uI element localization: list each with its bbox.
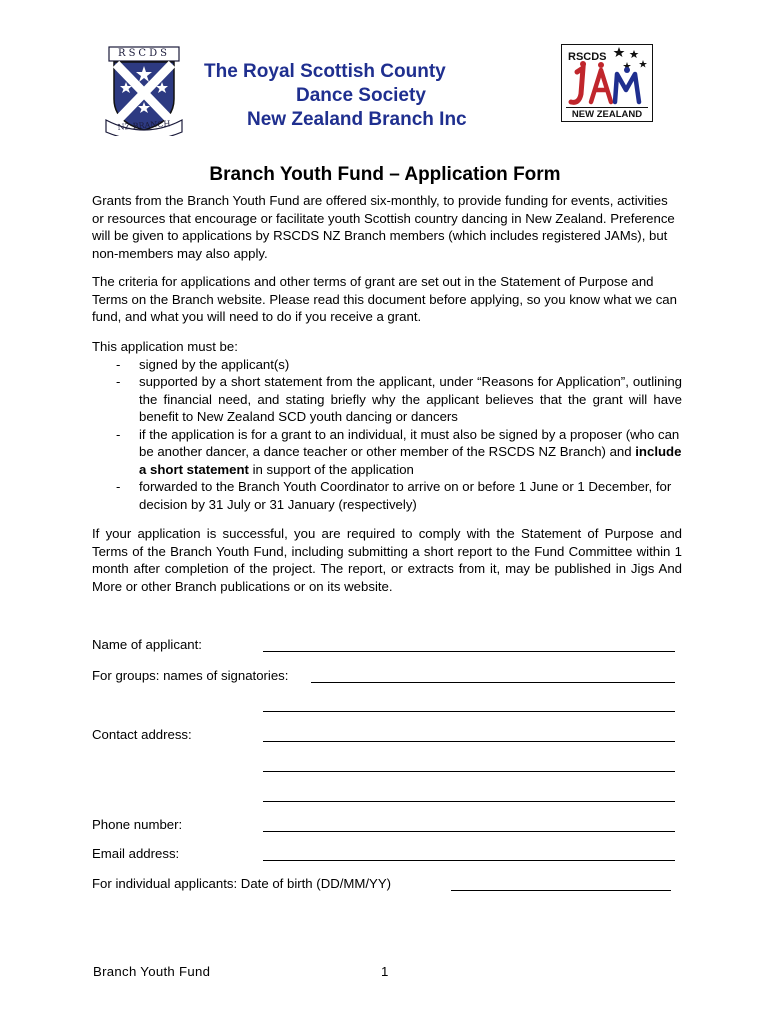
list-item-text: supported by a short statement from the applicant, under “Reasons for Application”, outlining the financial need, and stating briefly why the applicant believes that the grant will have benefit to New Zealand SCD youth dancing or dancers (139, 374, 682, 424)
requirements-intro: This application must be: (92, 339, 238, 354)
rscds-jam-new-zealand-logo (561, 44, 653, 122)
list-bullet: - (116, 374, 121, 389)
rscds-nz-branch-shield-logo (104, 44, 184, 136)
intro-paragraph: Grants from the Branch Youth Fund are offered six-monthly, to provide funding for events, activities or resources that encourage or facilitate youth Scottish country dancing in New Zealand. Preference will be given to applications by RSCDS NZ Branch members (which includes registered JAMs), but non-members may also apply. (92, 193, 675, 261)
email-address-line[interactable] (263, 860, 675, 861)
right-logo-top-text: RSCDS (568, 51, 607, 63)
date-of-birth-label: For individual applicants: Date of birth (DD/MM/YY) (92, 876, 392, 891)
successful-application-paragraph: If your application is successful, you are required to comply with the Statement of Purpose and Terms of the Branch Youth Fund, including submitting a short report to the Fund Committee within 1 month after completion of the project. The report, or extracts from it, may be published in Jigs And More or other Branch publications or on its website. (92, 526, 682, 594)
org-name-line-3: New Zealand Branch Inc (247, 109, 467, 130)
requirements-section (92, 338, 682, 513)
org-name-line-2: Dance Society (296, 85, 426, 106)
phone-number-label: Phone number: (92, 817, 183, 832)
list-item-text: if the application is for a grant to an individual, it must also be signed by a proposer (who can be another dancer, a dance teacher or other member of the RSCDS NZ Branch) and (139, 426, 680, 459)
contact-address-label: Contact address: (92, 727, 192, 742)
list-item (92, 426, 682, 479)
right-logo-bottom-text: NEW ZEALAND (566, 107, 648, 120)
list-item-text: forwarded to the Branch Youth Coordinator to arrive on or before 1 June or 1 December, for decision by 31 July or 31 January (respectively) (139, 479, 672, 512)
signatories-line-1[interactable] (311, 682, 675, 683)
contact-address-line-3[interactable] (263, 801, 675, 802)
contact-address-line-2[interactable] (263, 771, 675, 772)
name-of-applicant-label: Name of applicant: (92, 637, 202, 652)
form-title: Branch Youth Fund – Application Form (209, 164, 561, 185)
list-bullet: - (116, 479, 121, 494)
criteria-paragraph: The criteria for applications and other terms of grant are set out in the Statement of Purpose and Terms on the Branch website. Please read this document before applying, so you know what we can fund, and what you will need to do if you receive a grant. (92, 274, 677, 324)
name-of-applicant-line[interactable] (263, 651, 675, 652)
signatories-line-2[interactable] (263, 711, 675, 712)
date-of-birth-line[interactable] (451, 890, 671, 891)
list-bullet: - (116, 356, 121, 372)
footer-left-text: Branch Youth Fund (93, 964, 211, 979)
phone-number-line[interactable] (263, 831, 675, 832)
page-number: 1 (381, 964, 389, 979)
list-item (92, 478, 682, 513)
list-item-text: signed by the applicant(s) (139, 356, 290, 372)
org-name-line-1: The Royal Scottish County (204, 61, 446, 82)
contact-address-line-1[interactable] (263, 741, 675, 742)
requirements-list (92, 356, 682, 514)
list-item (92, 373, 682, 426)
list-item-text: in support of the application (248, 461, 414, 477)
organisation-name (180, 60, 500, 132)
list-bullet: - (116, 426, 121, 442)
left-logo-top-text: RSCDS (118, 48, 170, 59)
signatories-label: For groups: names of signatories: (92, 668, 289, 683)
left-logo-bottom-text: NZ BRANCH (117, 119, 171, 132)
email-address-label: Email address: (92, 846, 180, 861)
list-item (92, 356, 682, 374)
list-item-bold-text: include a short statement (139, 444, 682, 477)
